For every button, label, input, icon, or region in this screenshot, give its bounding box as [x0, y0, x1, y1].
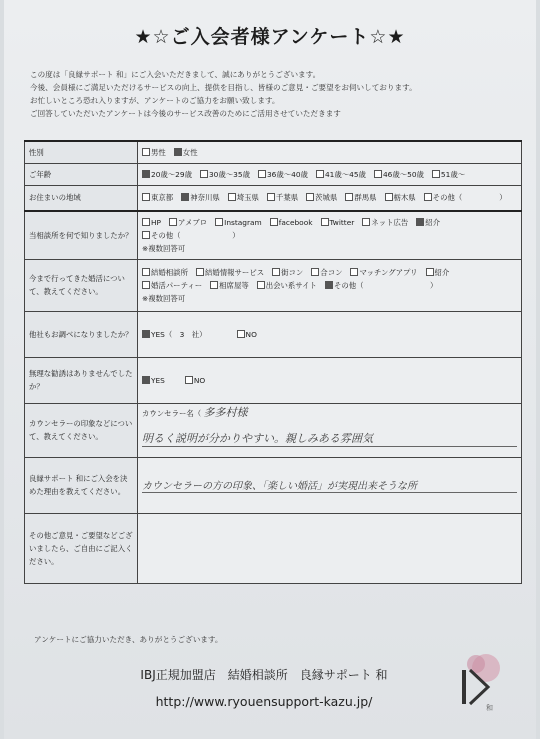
row-other: [25, 513, 522, 583]
option-label: facebook: [278, 217, 313, 227]
checkbox-icon: [142, 231, 150, 239]
label-other: その他ご意見・ご要望などございましたら、ご自由にご記入ください。: [25, 513, 138, 583]
option-checkbox[interactable]: [142, 266, 188, 279]
option-label: HP: [151, 217, 162, 227]
checkbox-icon: [169, 218, 177, 226]
option-checkbox[interactable]: [142, 146, 166, 159]
option-label: 36歳～40歳: [266, 169, 308, 179]
option-checkbox[interactable]: [258, 168, 308, 181]
row-reason: [25, 457, 522, 513]
option-label: マッチングアプリ: [359, 267, 418, 277]
intro-line: この度は「良縁サポート 和」にご入会いただきまして、誠にありがとうございます。: [30, 70, 321, 79]
checkbox-icon: [272, 268, 280, 276]
survey-sheet: [4, 0, 536, 739]
checkbox-icon: [142, 170, 150, 178]
checkbox-icon: [306, 193, 314, 201]
checkbox-icon: [142, 193, 150, 201]
label-counselor: カウンセラーの印象などについて、教えてください。: [25, 403, 138, 457]
option-pressure-yes[interactable]: YES: [142, 374, 165, 387]
row-region: [25, 185, 522, 211]
footer-company: IBJ正規加盟店 結婚相談所 良縁サポート 和: [140, 668, 388, 682]
option-label: 婚活パーティー: [151, 280, 203, 290]
option-checkbox[interactable]: [426, 266, 450, 279]
checkbox-icon: [311, 268, 319, 276]
row-pressure: [25, 357, 522, 403]
label-region: お住まいの地域: [25, 185, 138, 211]
option-label: 神奈川県: [190, 193, 220, 203]
checkbox-icon: [142, 281, 150, 289]
option-checkbox[interactable]: [272, 266, 303, 279]
option-checkbox[interactable]: [432, 168, 465, 181]
option-checkbox[interactable]: [142, 279, 202, 292]
counselor-name-value[interactable]: 多多村様: [203, 405, 248, 419]
checkbox-icon: [426, 268, 434, 276]
checkbox-icon: [270, 218, 278, 226]
checkbox-icon: [345, 193, 353, 201]
option-checkbox[interactable]: [181, 191, 220, 204]
intro-line: お忙しいところ恐れ入りますが、アンケートのご協力をお願い致します。: [30, 96, 280, 105]
option-checkbox[interactable]: [345, 191, 376, 204]
option-checkbox[interactable]: [311, 266, 342, 279]
option-label: 相席屋等: [219, 280, 249, 290]
brand-logo: [456, 650, 506, 714]
option-checkbox[interactable]: [362, 216, 408, 229]
label-age: ご年齢: [25, 163, 138, 185]
option-label: 街コン: [281, 267, 304, 277]
option-checkbox[interactable]: [196, 266, 264, 279]
option-label: 30歳～35歳: [208, 169, 250, 179]
option-compare-no[interactable]: NO: [237, 328, 257, 341]
option-label: 結婚相談所: [151, 267, 188, 277]
checkbox-icon: [228, 193, 236, 201]
option-checkbox[interactable]: [200, 168, 250, 181]
counselor-name-label: カウンセラー名（: [142, 408, 202, 418]
options-source: [142, 216, 517, 242]
checkbox-icon: [321, 218, 329, 226]
checkbox-icon: [142, 218, 150, 226]
option-label: 合コン: [320, 267, 343, 277]
option-checkbox[interactable]: [267, 191, 298, 204]
option-label: その他（ ）: [151, 230, 240, 240]
checkbox-icon: [142, 148, 150, 156]
row-gender: [25, 141, 522, 163]
option-checkbox[interactable]: [316, 168, 366, 181]
option-label: アメブロ: [178, 217, 208, 227]
option-checkbox[interactable]: [325, 279, 437, 292]
option-label: その他（ ）: [432, 193, 507, 203]
option-label: 紹介: [434, 267, 450, 277]
option-checkbox[interactable]: [257, 279, 317, 292]
option-checkbox[interactable]: [385, 191, 416, 204]
logo-text: 和: [486, 704, 493, 712]
option-label: 51歳～: [440, 169, 466, 179]
checkbox-icon: [181, 193, 189, 201]
checkbox-icon: [200, 170, 208, 178]
option-label: 41歳～45歳: [324, 169, 366, 179]
footer-url[interactable]: http://www.ryouensupport-kazu.jp/: [155, 694, 373, 709]
row-source: [25, 211, 522, 259]
option-pressure-no[interactable]: NO: [185, 374, 205, 387]
option-checkbox[interactable]: [174, 146, 198, 159]
option-checkbox[interactable]: [142, 168, 192, 181]
thanks-text: アンケートにご協力いただき、ありがとうございます。: [34, 635, 223, 644]
label-pressure: 無理な勧誘はありませんでしたか？: [25, 357, 138, 403]
options-region: [142, 191, 517, 204]
row-counselor: [25, 403, 522, 457]
checkbox-icon: [210, 281, 218, 289]
checkbox-icon: [267, 193, 275, 201]
option-checkbox[interactable]: [350, 266, 417, 279]
note-multiple: ※複数回答可: [142, 243, 186, 253]
option-checkbox[interactable]: [142, 191, 173, 204]
label-activities: 今まで行ってきた婚活について、教えてください。: [25, 259, 138, 311]
label-source: 当相談所を何で知りましたか？: [25, 211, 138, 259]
checkbox-icon: [374, 170, 382, 178]
option-label: 男性: [151, 147, 166, 157]
intro-text: [30, 68, 417, 120]
checkbox-icon: [424, 193, 432, 201]
row-age: [25, 163, 522, 185]
options-activities: [142, 266, 517, 292]
option-label: 群馬県: [354, 193, 377, 203]
option-checkbox[interactable]: [321, 216, 355, 229]
option-checkbox[interactable]: [424, 191, 507, 204]
option-label: 東京都: [151, 193, 174, 203]
option-checkbox[interactable]: [169, 216, 207, 229]
option-checkbox[interactable]: [270, 216, 313, 229]
options-gender: [142, 146, 517, 159]
checkbox-icon: [385, 193, 393, 201]
option-checkbox[interactable]: [374, 168, 424, 181]
row-activities: [25, 259, 522, 311]
checkbox-icon: [215, 218, 223, 226]
label-gender: 性別: [25, 141, 138, 163]
option-checkbox[interactable]: [306, 191, 337, 204]
note-multiple: ※複数回答可: [142, 293, 186, 303]
intro-line: 今後、会員様にご満足いただけるサービスの向上、提供を目指し、皆様のご意見・ご要望をお伺いしております。: [30, 83, 417, 92]
checkbox-icon: [325, 281, 333, 289]
survey-title: ★☆ご入会者様アンケート☆★: [134, 26, 406, 48]
checkbox-icon: [237, 330, 245, 338]
option-label: 女性: [182, 147, 198, 157]
other-answer-field[interactable]: [138, 513, 522, 583]
checkbox-icon: [142, 268, 150, 276]
option-label: ネット広告: [371, 217, 409, 227]
option-label: 千葉県: [275, 193, 299, 203]
checkbox-icon: [196, 268, 204, 276]
option-label: 20歳～29歳: [151, 169, 192, 179]
option-label: その他（ ）: [333, 280, 438, 290]
checkbox-icon: [362, 218, 370, 226]
option-label: 46歳～50歳: [382, 169, 424, 179]
option-label: 栃木県: [393, 193, 416, 203]
reason-answer[interactable]: カウンセラーの方の印象、「楽しい婚活」が実現出来そうな所: [142, 477, 517, 493]
checkbox-icon: [142, 376, 150, 384]
label-compare: 他社もお調べになりましたか？: [25, 311, 138, 357]
option-checkbox[interactable]: [228, 191, 259, 204]
option-checkbox[interactable]: [210, 279, 249, 292]
checkbox-icon: [185, 376, 193, 384]
row-compare: [25, 311, 522, 357]
option-compare-yes[interactable]: YES（ 3 社）: [142, 328, 207, 341]
checkbox-icon: [416, 218, 424, 226]
checkbox-icon: [174, 148, 182, 156]
checkbox-icon: [257, 281, 265, 289]
options-age: [142, 168, 517, 181]
checkbox-icon: [350, 268, 358, 276]
option-checkbox[interactable]: [142, 216, 161, 229]
option-label: 紹介: [425, 217, 441, 227]
survey-form: [24, 140, 522, 584]
checkbox-icon: [432, 170, 440, 178]
option-checkbox[interactable]: [142, 229, 240, 242]
option-checkbox[interactable]: [215, 216, 262, 229]
option-checkbox[interactable]: [416, 216, 440, 229]
checkbox-icon: [258, 170, 266, 178]
option-label: 結婚情報サービス: [204, 267, 265, 277]
option-label: 茨城県: [315, 193, 338, 203]
option-label: Instagram: [224, 217, 262, 227]
checkbox-icon: [142, 330, 150, 338]
intro-line: ご回答していただいたアンケートは今後のサービス改善のためにご活用させていただきます: [30, 109, 341, 118]
option-label: 埼玉県: [236, 193, 259, 203]
checkbox-icon: [316, 170, 324, 178]
counselor-impression-answer[interactable]: 明るく説明が分かりやすい。親しみある雰囲気: [142, 430, 517, 447]
option-label: Twitter: [329, 217, 355, 227]
label-reason: 良縁サポート 和にご入会を決めた理由を教えてください。: [25, 457, 138, 513]
option-label: 出会い系サイト: [265, 280, 317, 290]
